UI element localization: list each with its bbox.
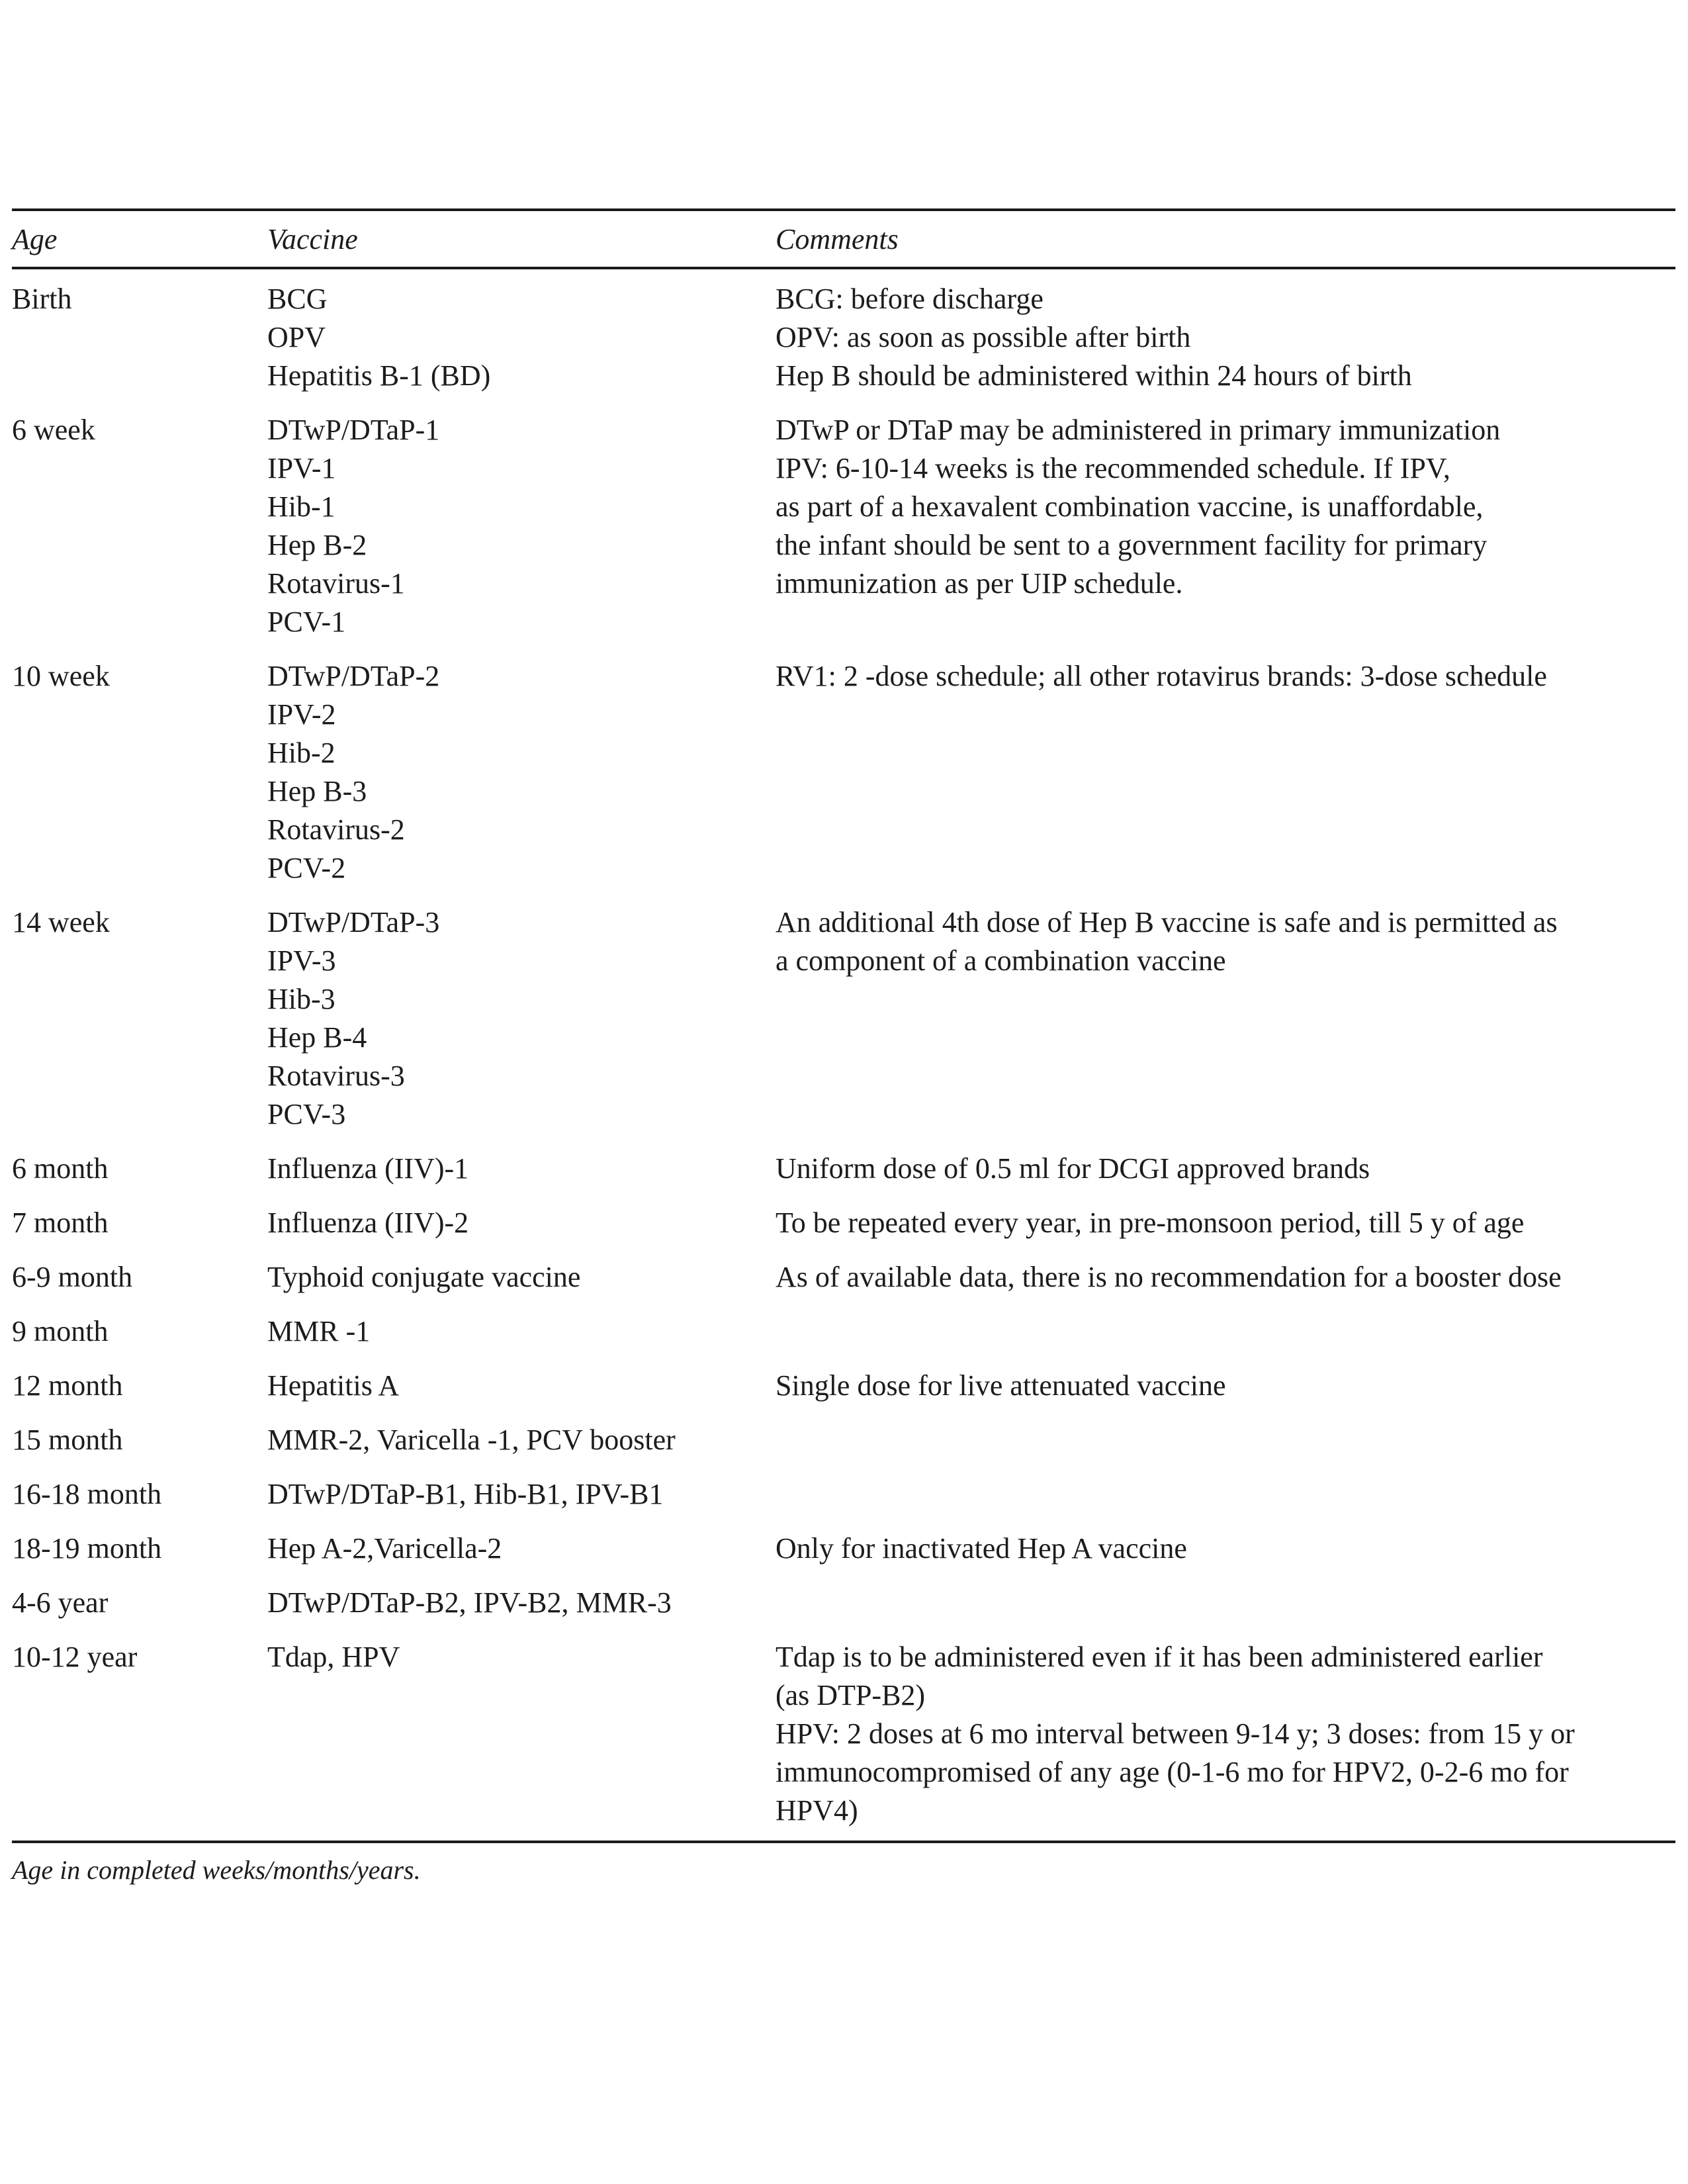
table-footnote: Age in completed weeks/months/years. xyxy=(12,1855,421,1885)
table-body xyxy=(12,269,1675,1838)
vaccine-cell xyxy=(267,1522,776,1576)
vaccine-line: IPV-1 xyxy=(267,452,336,484)
table-row xyxy=(12,1250,1675,1304)
age-cell: 12 month xyxy=(12,1369,123,1402)
vaccine-cell xyxy=(267,649,776,895)
comments-cell xyxy=(776,1196,1675,1250)
comments-cell xyxy=(776,403,1675,649)
vaccine-cell xyxy=(267,1413,776,1467)
comment-line: DTwP or DTaP may be administered in primary immunization xyxy=(776,414,1501,446)
comment-line: OPV: as soon as possible after birth xyxy=(776,321,1191,353)
table-row xyxy=(12,1359,1675,1413)
comment-line: immunization as per UIP schedule. xyxy=(776,567,1183,600)
age-cell: 6-9 month xyxy=(12,1261,133,1293)
comments-cell xyxy=(776,1250,1675,1304)
age-cell: 18-19 month xyxy=(12,1532,162,1565)
vaccine-line: IPV-3 xyxy=(267,944,336,977)
vaccine-line: IPV-2 xyxy=(267,698,336,731)
vaccine-line: Rotavirus-1 xyxy=(267,567,405,600)
vaccine-line: Influenza (IIV)-2 xyxy=(267,1206,469,1239)
vaccine-line: Hep B-3 xyxy=(267,775,367,807)
vaccine-line: Hepatitis B-1 (BD) xyxy=(267,359,491,392)
vaccine-line: Hib-1 xyxy=(267,490,335,523)
comment-line: HPV: 2 doses at 6 mo interval between 9-14 y; 3 doses: from 15 y or xyxy=(776,1717,1575,1750)
vaccine-line: Influenza (IIV)-1 xyxy=(267,1152,469,1185)
table-row xyxy=(12,1142,1675,1196)
vaccine-cell xyxy=(267,1467,776,1522)
comment-line: Uniform dose of 0.5 ml for DCGI approved brands xyxy=(776,1152,1370,1185)
vaccine-cell xyxy=(267,895,776,1142)
comments-cell xyxy=(776,1304,1675,1359)
comments-cell xyxy=(776,1522,1675,1576)
comments-cell xyxy=(776,649,1675,895)
vaccine-line: BCG xyxy=(267,283,328,315)
header-row xyxy=(12,211,1675,267)
vaccine-line: Hep A-2,Varicella-2 xyxy=(267,1532,502,1565)
vaccine-line: Rotavirus-2 xyxy=(267,813,405,846)
comment-line: Hep B should be administered within 24 hours of birth xyxy=(776,359,1412,392)
comment-line: a component of a combination vaccine xyxy=(776,944,1226,977)
age-cell: 4-6 year xyxy=(12,1586,109,1619)
schedule-table-block xyxy=(12,208,1675,1888)
vaccine-cell xyxy=(267,1196,776,1250)
comment-line: Tdap is to be administered even if it has been administered earlier xyxy=(776,1641,1543,1673)
vaccine-line: PCV-2 xyxy=(267,852,346,884)
age-cell: 6 month xyxy=(12,1152,109,1185)
vaccine-line: DTwP/DTaP-B1, Hib-B1, IPV-B1 xyxy=(267,1478,664,1510)
table-row xyxy=(12,649,1675,895)
vaccine-cell xyxy=(267,1142,776,1196)
vaccine-cell xyxy=(267,1630,776,1838)
table-row xyxy=(12,1467,1675,1522)
vaccine-line: DTwP/DTaP-2 xyxy=(267,660,440,692)
age-cell: 7 month xyxy=(12,1206,109,1239)
vaccine-cell xyxy=(267,1576,776,1630)
comment-line: RV1: 2 -dose schedule; all other rotavirus brands: 3-dose schedule xyxy=(776,660,1547,692)
comments-cell xyxy=(776,1359,1675,1413)
table-row xyxy=(12,403,1675,649)
age-cell: 15 month xyxy=(12,1424,123,1456)
age-cell: 16-18 month xyxy=(12,1478,162,1510)
vaccine-cell xyxy=(267,1304,776,1359)
age-cell: Birth xyxy=(12,283,72,315)
vaccine-line: PCV-1 xyxy=(267,606,346,638)
vaccine-line: Typhoid conjugate vaccine xyxy=(267,1261,581,1293)
comment-line: BCG: before discharge xyxy=(776,283,1044,315)
vaccine-line: Hib-3 xyxy=(267,983,335,1015)
immunization-schedule-table xyxy=(12,211,1675,1838)
comments-cell xyxy=(776,1467,1675,1522)
vaccine-line: PCV-3 xyxy=(267,1098,346,1130)
vaccine-line: MMR -1 xyxy=(267,1315,371,1347)
table-row xyxy=(12,895,1675,1142)
vaccine-line: DTwP/DTaP-1 xyxy=(267,414,440,446)
comment-line: as part of a hexavalent combination vaccine, is unaffordable, xyxy=(776,490,1484,523)
comment-line: To be repeated every year, in pre-monsoon period, till 5 y of age xyxy=(776,1206,1525,1239)
age-cell: 10-12 year xyxy=(12,1641,138,1673)
header-age: Age xyxy=(12,223,58,255)
comment-line: Single dose for live attenuated vaccine xyxy=(776,1369,1226,1402)
vaccine-cell xyxy=(267,269,776,403)
comment-line: As of available data, there is no recommendation for a booster dose xyxy=(776,1261,1562,1293)
vaccine-line: Rotavirus-3 xyxy=(267,1060,405,1092)
vaccine-cell xyxy=(267,1250,776,1304)
age-cell: 9 month xyxy=(12,1315,109,1347)
age-cell: 10 week xyxy=(12,660,110,692)
table-row xyxy=(12,1304,1675,1359)
table-row xyxy=(12,1576,1675,1630)
bottom-rule xyxy=(12,1841,1675,1843)
header-comments: Comments xyxy=(776,223,899,255)
comment-line: Only for inactivated Hep A vaccine xyxy=(776,1532,1187,1565)
comments-cell xyxy=(776,895,1675,1142)
table-row xyxy=(12,269,1675,403)
comments-cell xyxy=(776,269,1675,403)
header-vaccine: Vaccine xyxy=(267,223,358,255)
comments-cell xyxy=(776,1576,1675,1630)
comments-cell xyxy=(776,1630,1675,1838)
comment-line: (as DTP-B2) xyxy=(776,1679,926,1711)
table-row xyxy=(12,1522,1675,1576)
table-row xyxy=(12,1196,1675,1250)
vaccine-line: DTwP/DTaP-3 xyxy=(267,906,440,938)
comment-line: the infant should be sent to a government facility for primary xyxy=(776,529,1488,561)
vaccine-line: Hepatitis A xyxy=(267,1369,400,1402)
comment-line: HPV4) xyxy=(776,1794,858,1827)
vaccine-cell xyxy=(267,1359,776,1413)
table-row xyxy=(12,1630,1675,1838)
vaccine-line: OPV xyxy=(267,321,326,353)
vaccine-cell xyxy=(267,403,776,649)
comment-line: An additional 4th dose of Hep B vaccine is safe and is permitted as xyxy=(776,906,1558,938)
vaccine-line: Hib-2 xyxy=(267,737,335,769)
comment-line: immunocompromised of any age (0-1-6 mo for HPV2, 0-2-6 mo for xyxy=(776,1756,1569,1788)
vaccine-line: DTwP/DTaP-B2, IPV-B2, MMR-3 xyxy=(267,1586,672,1619)
vaccine-line: Hep B-2 xyxy=(267,529,367,561)
vaccine-line: MMR-2, Varicella -1, PCV booster xyxy=(267,1424,676,1456)
comments-cell xyxy=(776,1142,1675,1196)
vaccine-line: Tdap, HPV xyxy=(267,1641,400,1673)
age-cell: 14 week xyxy=(12,906,110,938)
comments-cell xyxy=(776,1413,1675,1467)
comment-line: IPV: 6-10-14 weeks is the recommended schedule. If IPV, xyxy=(776,452,1450,484)
age-cell: 6 week xyxy=(12,414,95,446)
table-row xyxy=(12,1413,1675,1467)
vaccine-line: Hep B-4 xyxy=(267,1021,367,1054)
